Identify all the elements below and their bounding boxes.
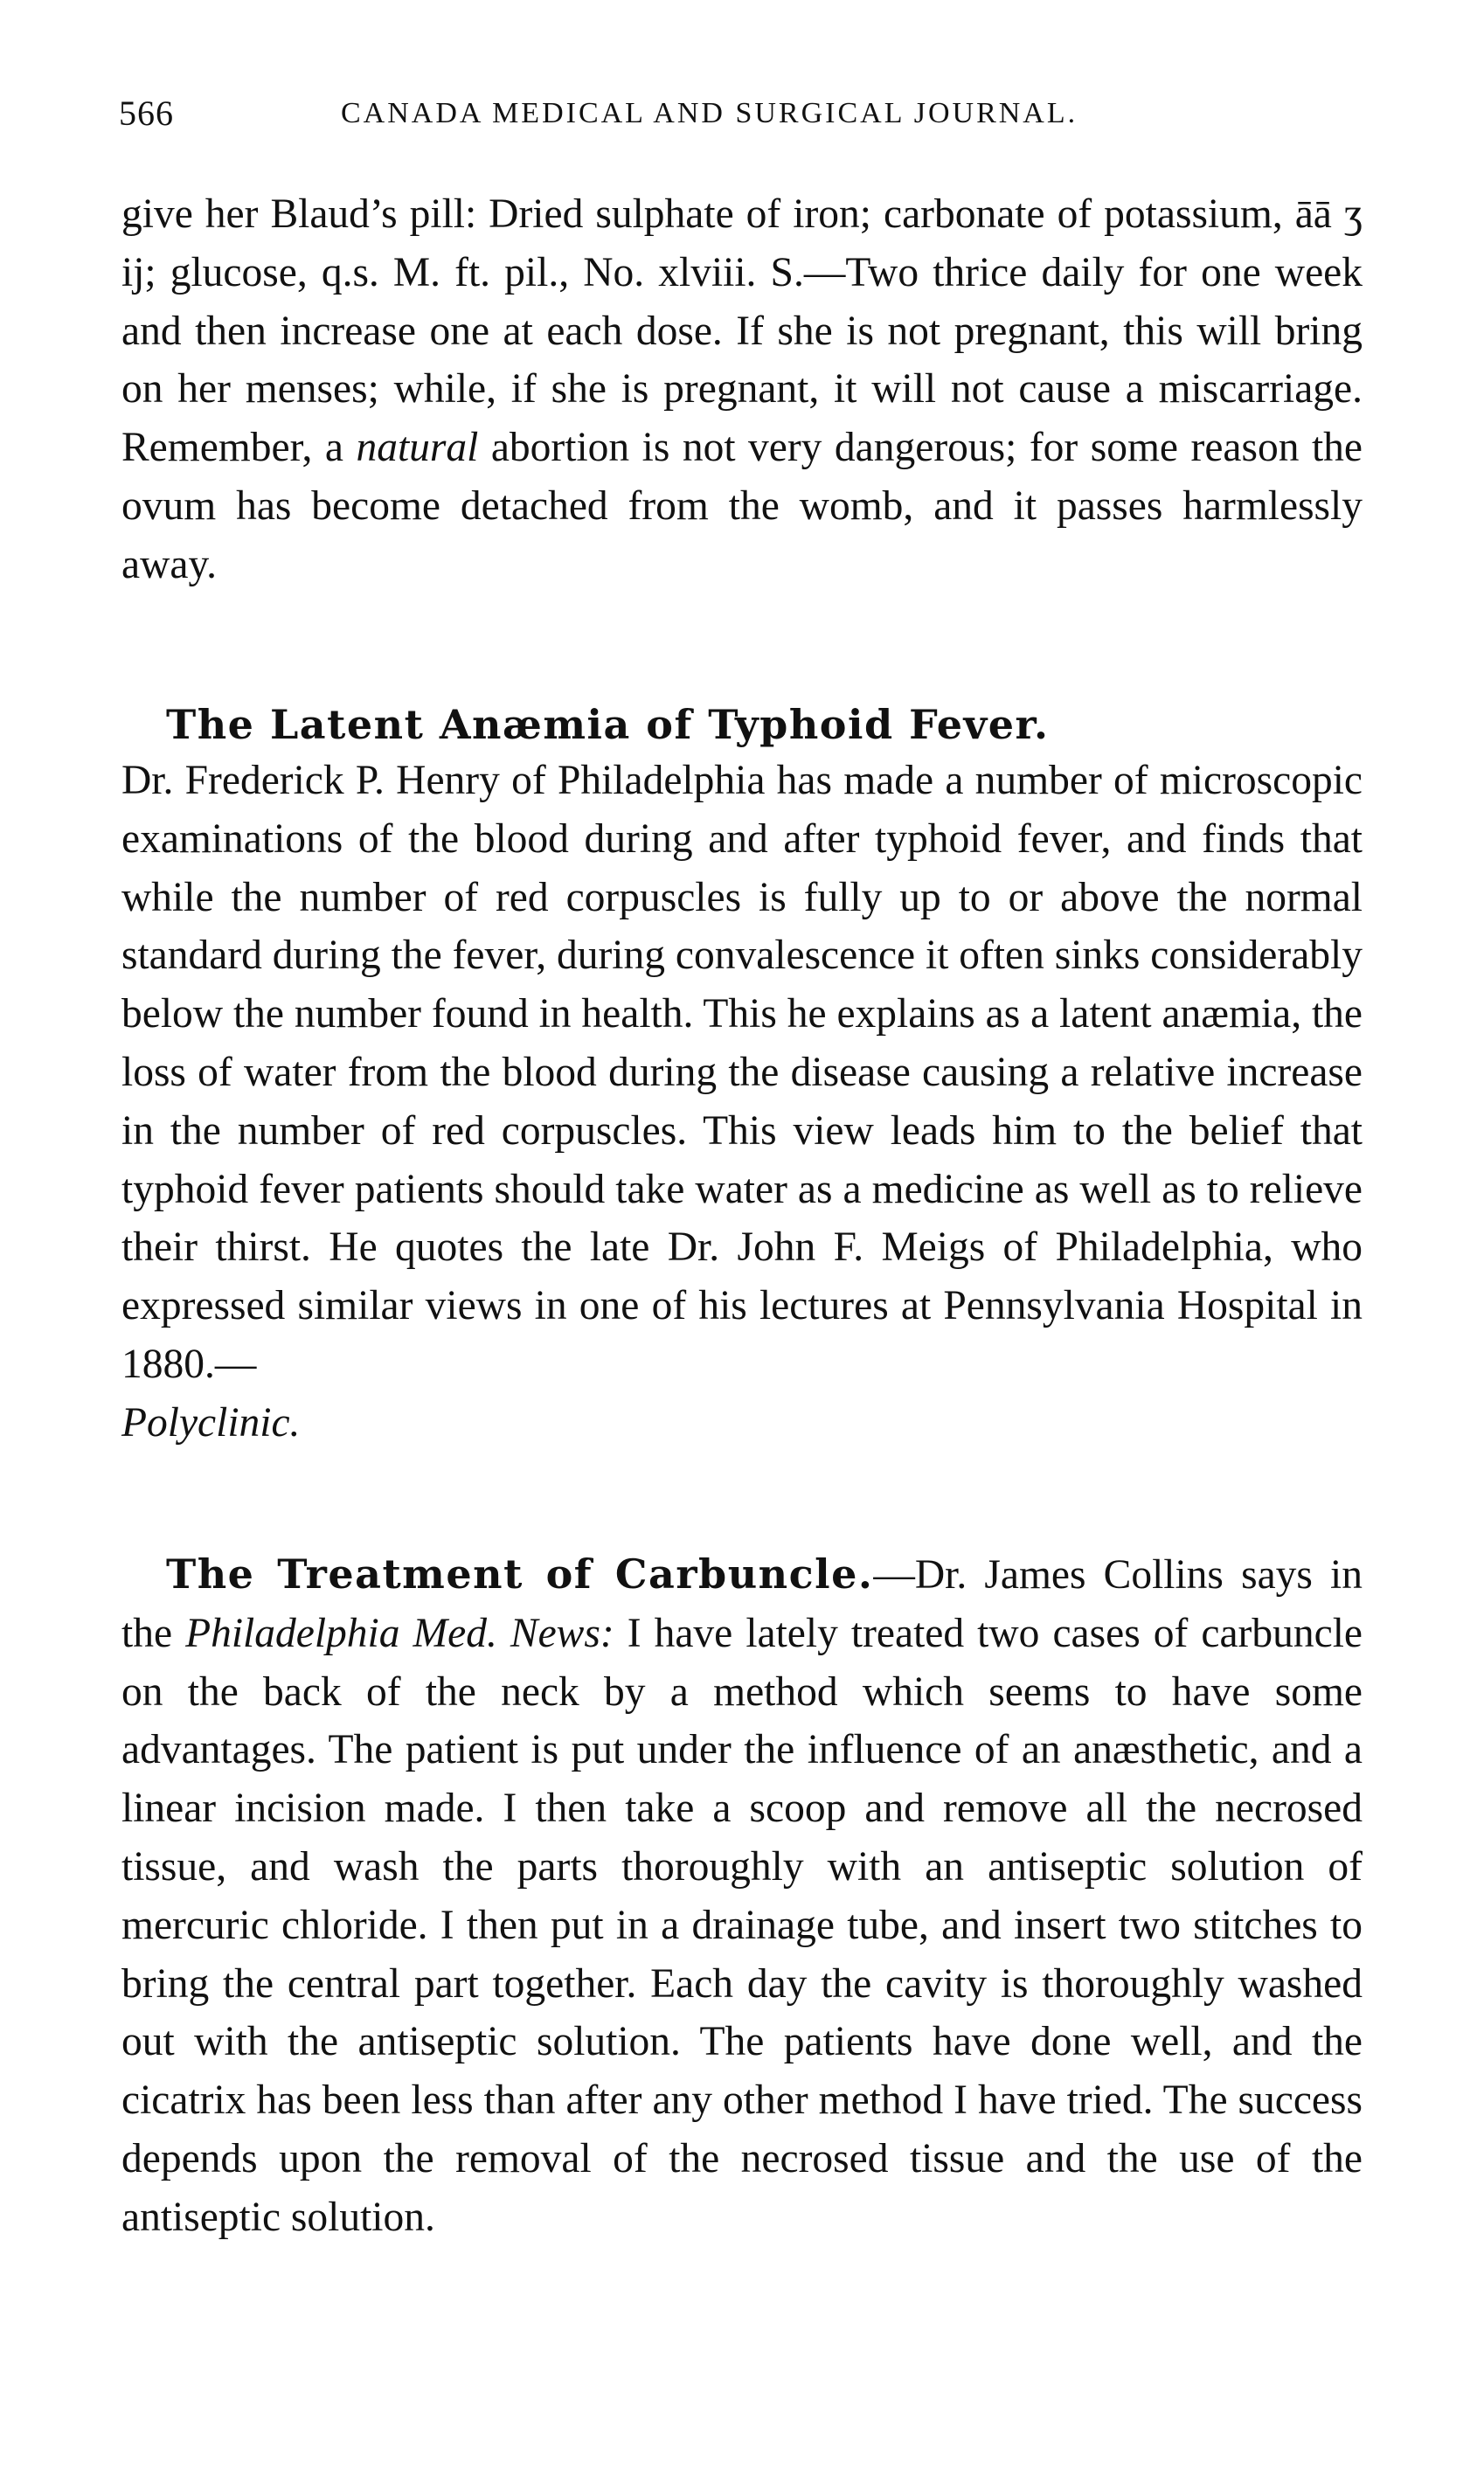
- carbuncle-journal-name: Philadelphia Med. News:: [185, 1610, 614, 1656]
- continuation-text-2: abortion is not very dangerous; for some reason the ovum has become detached from the womb, and it passes harmlessly away.: [121, 425, 1363, 587]
- anaemia-article-title: The Latent Anæmia of Typhoid Fever.: [166, 701, 1050, 748]
- continuation-paragraph: [121, 185, 1363, 594]
- anaemia-article-body: [121, 752, 1363, 1453]
- anaemia-source: Polyclinic.: [121, 1399, 301, 1446]
- running-head: [119, 87, 1360, 140]
- carbuncle-text-1: —Dr. James Collins says in the: [121, 1552, 1363, 1656]
- carbuncle-article: [121, 1545, 1363, 2247]
- anaemia-body-text: Dr. Frederick P. Henry of Philadelphia has made a number of microscopic examinations of the blood during and after typhoid fever, and finds that while the number of red corpuscles is fully up to or above the normal standard during the fever, during convalescence it often sinks considerably below the number found in health. This he explains as a latent anæmia, the loss of water from the blood during the disease causing a relative increase in the number of red corpuscles. This view leads him to the belief that typhoid fever patients should take water as a medicine as well as to relieve their thirst. He quotes the late Dr. John F. Meigs of Philadelphia, who expressed similar views in one of his lectures at Pennsylvania Hospital in 1880.—: [121, 758, 1363, 1387]
- page-number: 566: [119, 94, 174, 133]
- italic-natural: natural: [356, 425, 479, 471]
- journal-title: CANADA MEDICAL AND SURGICAL JOURNAL.: [341, 97, 1078, 129]
- carbuncle-article-title: The Treatment of Carbuncle.: [166, 1550, 874, 1598]
- continuation-text-1: give her Blaud’s pill: Dried sulphate of iron; carbonate of potassium, āā ʒ ij; glucose, q.s. M. ft. pil., No. xlviii. S.—Two thrice daily for one week and then increase one at each dose. If she is not pregnant, this will bring on her menses; while, if she is pregnant, it will not cause a miscarriage. Remember, a: [121, 191, 1363, 471]
- carbuncle-text-2: I have lately treated two cases of carbuncle on the back of the neck by a method which seems to have some advantages. The patient is put under the influence of an anæsthetic, and a linear incision made. I then take a scoop and remove all the necrosed tissue, and wash the parts thoroughly with an antiseptic solution of mercuric chloride. I then put in a drainage tube, and insert two stitches to bring the central part together. Each day the cavity is thoroughly washed out with the antiseptic solution. The patients have done well, and the cicatrix has been less than after any other method I have tried. The success depends upon the removal of the necrosed tissue and the use of the antiseptic solution.: [121, 1610, 1363, 2240]
